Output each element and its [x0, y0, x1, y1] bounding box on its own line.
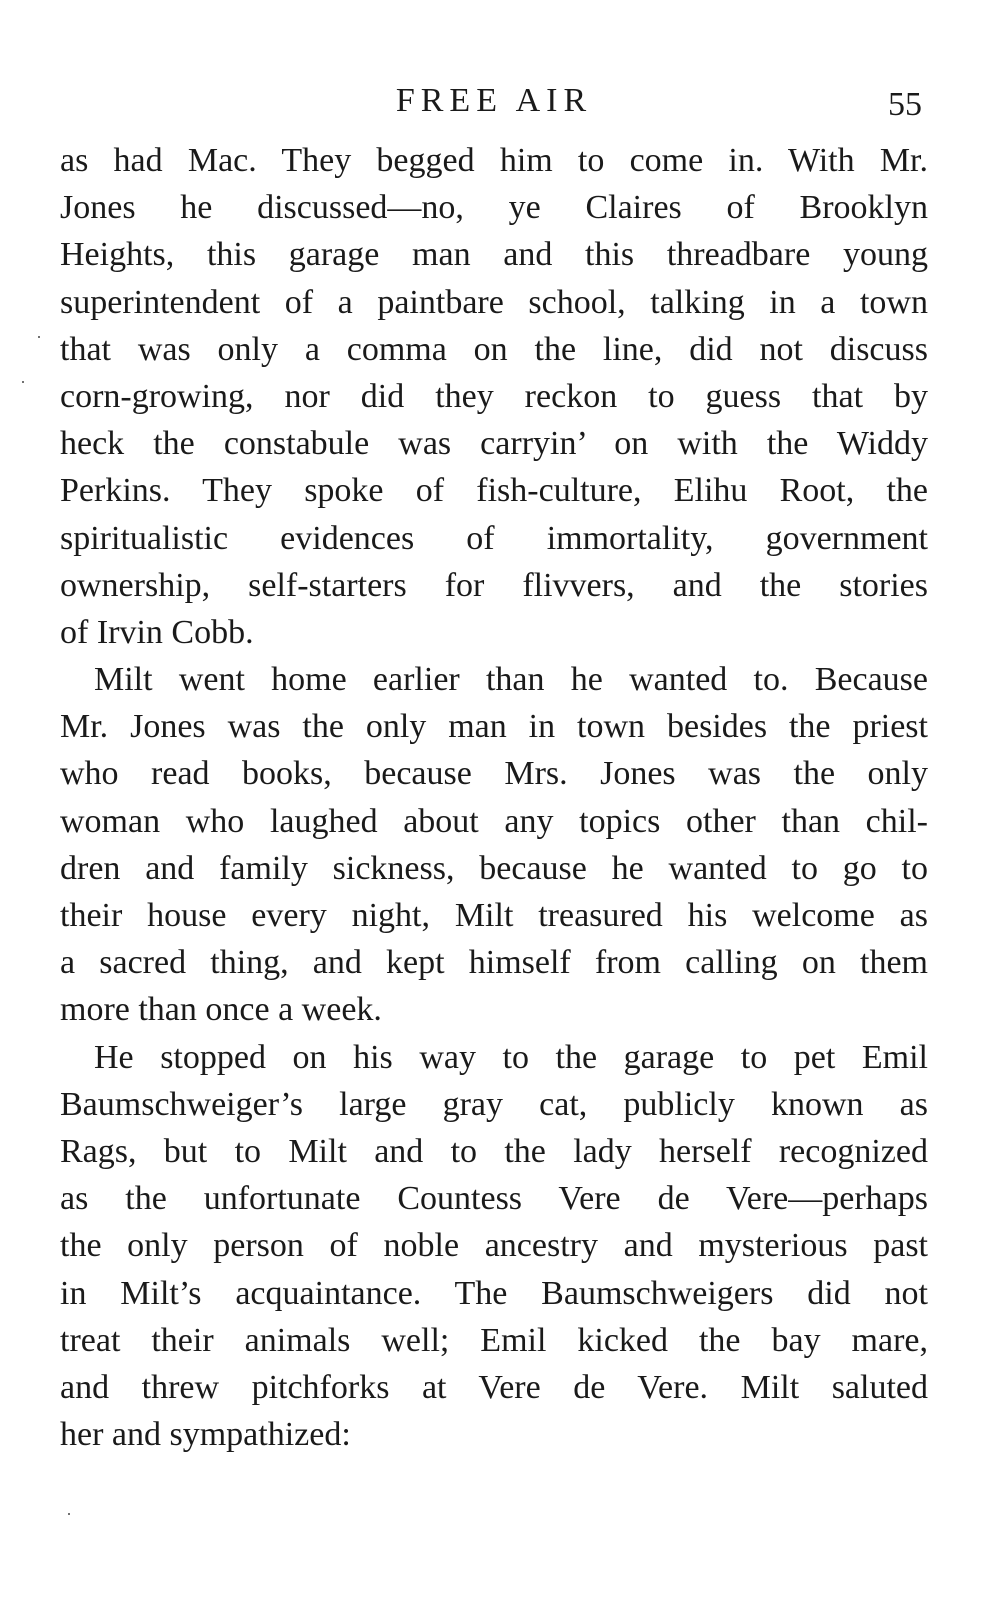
page-header	[60, 78, 928, 128]
text-line: ownership, self-starters for flivvers, and the stories	[60, 566, 928, 604]
print-speck	[68, 1513, 70, 1515]
text-line: Jones he discussed—no, ye Claires of Brooklyn	[60, 189, 928, 227]
text-line: spiritualistic evidences of immortality, government	[60, 519, 928, 557]
text-line: who read books, because Mrs. Jones was the only	[60, 755, 928, 793]
text-line: as the unfortunate Countess Vere de Vere—perhaps	[60, 1180, 928, 1218]
text-line: of Irvin Cobb.	[60, 613, 254, 651]
running-title: FREE AIR	[395, 82, 593, 119]
page-number: 55	[888, 86, 922, 123]
print-speck	[38, 336, 40, 338]
text-line: that was only a comma on the line, did not discuss	[60, 330, 928, 368]
body-text	[60, 137, 928, 1458]
text-line: as had Mac. They begged him to come in. With Mr.	[60, 142, 928, 179]
text-line: treat their animals well; Emil kicked the bay mare,	[60, 1321, 928, 1359]
paragraph	[60, 137, 928, 656]
text-line: Baumschweiger’s large gray cat, publicly known as	[60, 1085, 928, 1123]
text-line: the only person of noble ancestry and mysterious past	[60, 1227, 928, 1265]
text-line: Rags, but to Milt and to the lady herself recognized	[60, 1132, 928, 1170]
text-line: Mr. Jones was the only man in town besides the priest	[60, 708, 928, 746]
text-line: her and sympathized:	[60, 1416, 351, 1454]
text-line: their house every night, Milt treasured his welcome as	[60, 897, 928, 934]
text-line: Milt went home earlier than he wanted to. Because	[94, 661, 928, 699]
text-line: Perkins. They spoke of fish-culture, Elihu Root, the	[60, 472, 928, 510]
text-line: woman who laughed about any topics other than chil-	[60, 802, 928, 840]
paragraph	[60, 1034, 928, 1459]
text-line: dren and family sickness, because he wanted to go to	[60, 849, 928, 887]
text-line: He stopped on his way to the garage to pet Emil	[94, 1038, 928, 1076]
print-speck	[22, 381, 24, 383]
text-line: more than once a week.	[60, 991, 382, 1029]
text-line: corn-growing, nor did they reckon to guess that by	[60, 377, 928, 415]
text-line: and threw pitchforks at Vere de Vere. Milt saluted	[60, 1368, 928, 1406]
text-line: a sacred thing, and kept himself from calling on them	[60, 944, 928, 982]
paragraph	[60, 656, 928, 1034]
text-line: heck the constabule was carryin’ on with the Widdy	[60, 425, 928, 463]
text-line: Heights, this garage man and this threadbare young	[60, 236, 928, 274]
text-line: in Milt’s acquaintance. The Baumschweigers did not	[60, 1274, 928, 1312]
text-line: superintendent of a paintbare school, talking in a town	[60, 283, 928, 321]
